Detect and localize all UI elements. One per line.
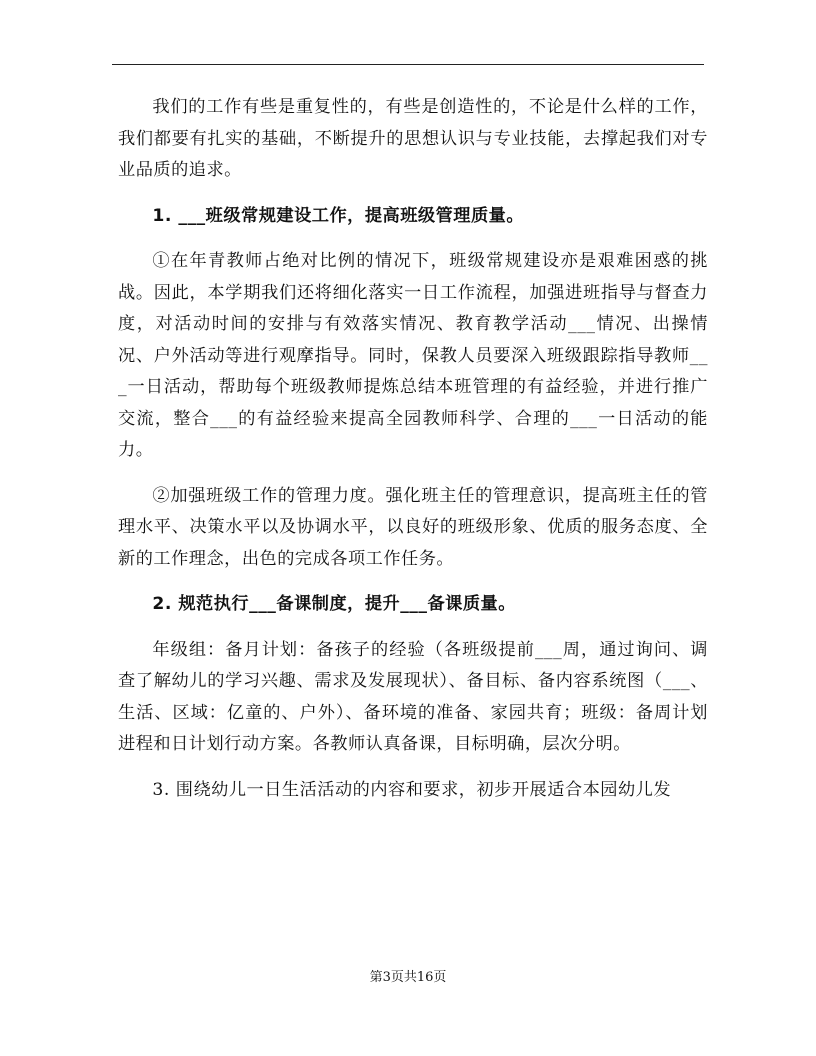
document-body [118,92,708,820]
intro-paragraph: 我们的工作有些是重复性的，有些是创造性的，不论是什么样的工作，我们都要有扎实的基础，不断提升的思想认识与专业技能，去撑起我们对专业品质的追求。 [118,97,708,180]
section-heading-3: 3. 围绕幼儿一日生活活动的内容和要求，初步开展适合本园幼儿发 [152,779,672,800]
item-paragraph-2-1: 年级组：备月计划：备孩子的经验（各班级提前___周，通过询问、调查了解幼儿的学习兴趣、需求及发展现状）、备目标、备内容系统图（___、生活、区域：亿童的、户外）、备环境的准备、家园共育；班级：备周计划进程和日计划行动方案。各教师认真备课，目标明确，层次分明。 [118,639,708,754]
section-heading-2: 2. 规范执行___备课制度，提升___备课质量。 [152,594,516,614]
header-rule [112,64,704,65]
section-heading-1: 1. ___班级常规建设工作，提高班级管理质量。 [152,205,525,226]
item-paragraph-1-2: ②加强班级工作的管理力度。强化班主任的管理意识，提高班主任的管理水平、决策水平以及协调水平，以良好的班级形象、优质的服务态度、全新的工作理念，出色的完成各项工作任务。 [118,485,708,569]
item-paragraph-1-1: ①在年青教师占绝对比例的情况下，班级常规建设亦是艰难困惑的挑战。因此，本学期我们还将细化落实一日工作流程，加强进班指导与督查力度，对活动时间的安排与有效落实情况、教育教学活动___情况、出操情况、户外活动等进行观摩指导。同时，保教人员要深入班级跟踪指导教师___一日活动，帮助每个班级教师提炼总结本班管理的有益经验，并进行推广交流，整合___的有益经验来提高全园教师科学、合理的___一日活动的能力。 [118,251,708,460]
page-footer: 第3页共16页 [369,970,447,985]
